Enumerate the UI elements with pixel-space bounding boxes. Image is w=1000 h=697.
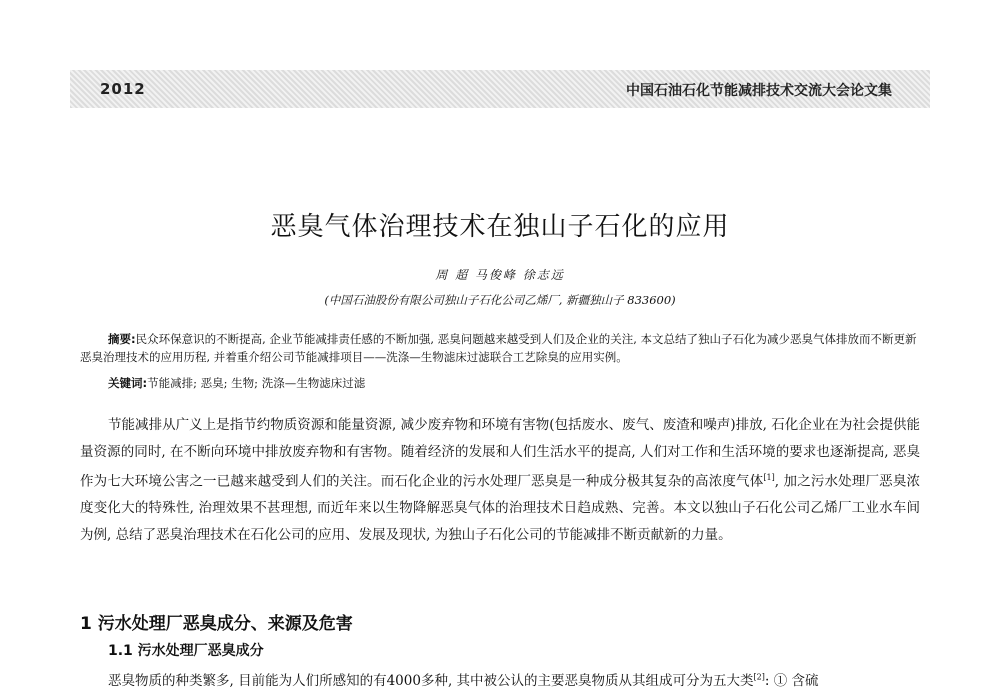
intro-paragraph <box>80 412 920 548</box>
intro-part1: 节能减排从广义上是指节约物质资源和能量资源, 减少废弃物和环境有害物(包括废水、废气、废渣和噪声)排放, 石化企业在为社会提供能量资源的同时, 在不断向环境中排放废弃物和有害物。随着经济的发展和人们生活水平的提高, 人们对工作和生活环境的要求也逐渐提高, 恶臭作为七大环境公害之一已越来越受到人们的关注。而石化企业的污水处理厂恶臭是一种成分极其复杂的高浓度气体 <box>80 417 920 490</box>
abstract <box>80 330 920 366</box>
intro-part2: , 加之污水处理厂恶臭浓度变化大的特殊性, 治理效果不甚理想, 而近年来以生物降解恶臭气体的治理技术日趋成熟、完善。本文以独山子石化公司乙烯厂工业水车间为例, 总结了恶臭治理技术在石化公司的应用、发展及现状, 为独山子石化公司的节能减排不断贡献新的力量。 <box>80 473 920 543</box>
abstract-label: 摘要: <box>108 332 136 346</box>
keywords-text: 节能减排; 恶臭; 生物; 洗涤—生物滤床过滤 <box>147 376 366 390</box>
authors: 周 超 马俊峰 徐志远 <box>435 268 565 282</box>
paper-title: 恶臭气体治理技术在独山子石化的应用 <box>270 212 730 242</box>
section-1-1-heading: 1.1 污水处理厂恶臭成分 <box>108 643 264 659</box>
section-1-1-text: 恶臭物质的种类繁多, 目前能为人们所感知的有4000多种, 其中被公认的主要恶臭物质从其组成可分为五大类 <box>108 673 754 689</box>
header-year: 2012 <box>100 80 146 98</box>
citation-1: [1] <box>763 473 775 482</box>
section-1-1-paragraph <box>80 669 920 689</box>
section-1-1-text-end: : ① 含硫 <box>764 673 819 689</box>
abstract-text: 民众环保意识的不断提高, 企业节能减排责任感的不断加强, 恶臭问题越来越受到人们及企业的关注, 本文总结了独山子石化为减少恶臭气体排放而不断更新恶臭治理技术的应用历程, 并着重介绍公司节能减排项目——洗涤—生物滤床过滤联合工艺除臭的应用实例。 <box>80 332 917 364</box>
keywords-label: 关键词: <box>108 376 148 390</box>
affiliation: (中国石油股份有限公司独山子石化公司乙烯厂, 新疆独山子 833600) <box>324 293 676 307</box>
citation-2: [2] <box>753 672 765 682</box>
section-1-heading: 1 污水处理厂恶臭成分、来源及危害 <box>80 614 353 634</box>
keywords <box>80 375 920 391</box>
header-journal-title: 中国石油石化节能减排技术交流大会论文集 <box>626 83 892 99</box>
